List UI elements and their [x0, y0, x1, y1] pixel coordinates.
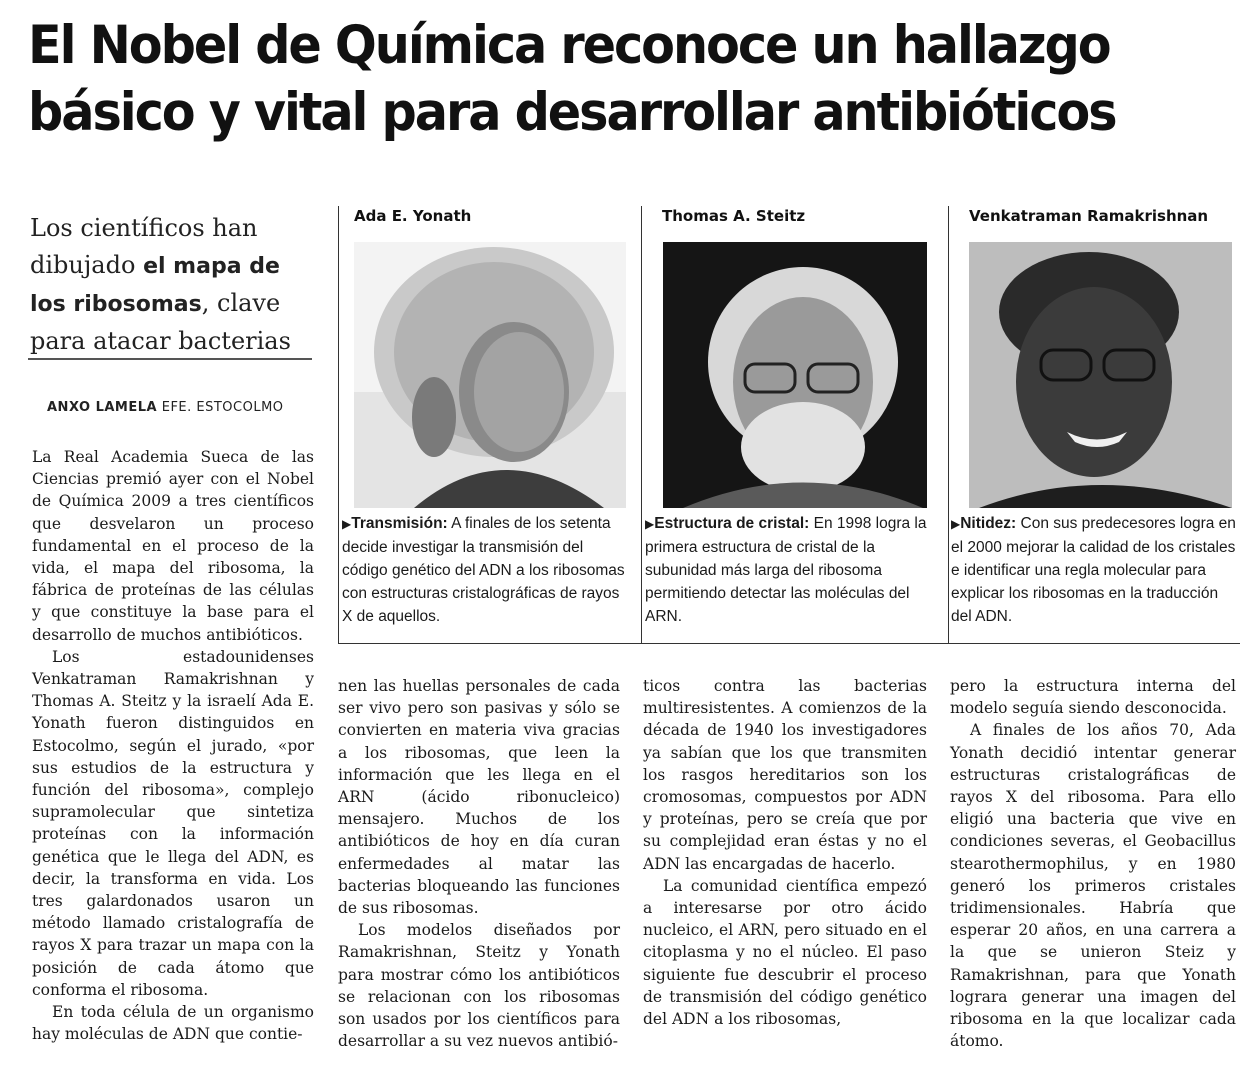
arrow-icon: ▶: [645, 517, 655, 531]
caption-text: En 1998 logra la primera estructura de cristal de la subunidad más larga del ribosoma permitiendo detectar las moléculas del ARN.: [645, 515, 927, 625]
paragraph: A finales de los años 70, Ada Yonath decidió intentar generar estructuras cristalográficas de rayos X del ribosoma. Para ello eligió una bacteria que vive en condiciones severas, el Geobacillus stearothermophilus, y en 1980 generó los primeros cristales tridimensionales. Habría que esperar 20 años, en una carrera a la que se unieron Steiz y Ramakrishnan, para que Yonath lograra generar una imagen del ribosoma en la que localizar cada átomo.: [950, 721, 1236, 1051]
profile-caption-steitz: [645, 512, 933, 628]
headline: [28, 12, 1158, 146]
body-column-3: [643, 675, 927, 1030]
byline-author: ANXO LAMELA: [47, 400, 158, 415]
paragraph: La Real Academia Sueca de las Ciencias premió ayer con el Nobel de Química 2009 a tres científicos que desvelaron un proceso fundamental en el proceso de la vida, el mapa del ribosoma, la fábrica de proteínas de las células y que constituye la base para el desarrollo de muchos antibióticos.: [32, 448, 314, 644]
byline-source: EFE. ESTOCOLMO: [157, 400, 284, 415]
photo-venkatraman-ramakrishnan: [969, 242, 1232, 508]
profile-box-right-border: [948, 206, 949, 644]
photo-ada-yonath: [354, 242, 626, 508]
caption-text: A finales de los setenta decide investigar la transmisión del código genético del ADN a los ribosomas con estructuras cristalográficas de rayos X de aquellos.: [342, 515, 625, 625]
caption-lead: Transmisión:: [351, 515, 448, 532]
subtitle-part-2: , clave para atacar bacterias: [30, 289, 291, 355]
subtitle: [30, 210, 300, 360]
paragraph: nen las huellas personales de cada ser vivo pero son pasivas y sólo se convierten en materia viva gracias a los ribosomas, que leen la información que les llega en el ARN (ácido ribonucleico) mensajero. Muchos de los antibióticos de hoy en día curan enfermedades al matar las bacterias bloqueando las funciones de sus ribosomas.: [338, 677, 620, 918]
subtitle-divider: [28, 358, 312, 360]
caption-lead: Nitidez:: [960, 515, 1017, 532]
headline-line-1: El Nobel de Química reconoce un hallazgo: [28, 15, 1110, 76]
body-column-2: [338, 675, 620, 1052]
body-column-4: [950, 675, 1236, 1052]
profile-caption-yonath: [342, 512, 626, 628]
arrow-icon: ▶: [342, 517, 352, 531]
paragraph: ticos contra las bacterias multiresistentes. A comienzos de la década de 1940 los investigadores ya sabían que los que transmiten los rasgos hereditarios son los cromosomas, compuestos por ADN y proteínas, pero se creía que por su complejidad eran éstas y no el ADN las encargadas de hacerlo.: [643, 677, 927, 873]
profile-name-yonath: Ada E. Yonath: [354, 207, 472, 225]
headline-line-2: básico y vital para desarrollar antibióticos: [28, 82, 1116, 143]
profile-box-bottom-border: [948, 643, 1240, 644]
byline: [47, 400, 317, 415]
subtitle-part-1: Los científicos han dibujado: [30, 214, 258, 279]
profile-box-bottom-border: [641, 643, 949, 644]
profile-box-left-border: [338, 206, 339, 644]
profile-box-right-border: [641, 206, 642, 644]
paragraph: pero la estructura interna del modelo seguía siendo desconocida.: [950, 677, 1236, 718]
arrow-icon: ▶: [951, 517, 961, 531]
body-column-1: [32, 446, 314, 1045]
photo-thomas-steitz: [663, 242, 927, 508]
caption-lead: Estructura de cristal:: [654, 515, 810, 532]
profile-name-steitz: Thomas A. Steitz: [662, 207, 806, 225]
profile-box-bottom-border: [338, 643, 642, 644]
caption-text: Con sus predecesores logra en el 2000 mejorar la calidad de los cristales e identificar una regla molecular para explicar los ribosomas en la traducción del ADN.: [951, 515, 1236, 625]
paragraph: Los modelos diseñados por Ramakrishnan, Steitz y Yonath para mostrar cómo los antibióticos se relacionan con los ribosomas son usados por los científicos para desarrollar a su vez nuevos antibió-: [338, 921, 620, 1051]
profile-name-ramakrishnan: Venkatraman Ramakrishnan: [969, 207, 1209, 225]
paragraph: En toda célula de un organismo hay moléculas de ADN que contie-: [32, 1003, 314, 1044]
subtitle-bold: el mapa de los ribosomas: [30, 254, 280, 317]
profile-caption-ramakrishnan: [951, 512, 1237, 628]
paragraph: La comunidad científica empezó a interesarse por otro ácido nucleico, el ARN, pero situado en el citoplasma y no el núcleo. El paso siguiente fue descubrir el proceso de transmisión del código genético del ADN a los ribosomas,: [643, 876, 927, 1029]
paragraph: Los estadounidenses Venkatraman Ramakrishnan y Thomas A. Steitz y la israelí Ada E. Yonath fueron distinguidos en Estocolmo, según el jurado, «por sus estudios de la estructura y función del ribosoma», complejo supramolecular que sintetiza proteínas con la información genética que le llega del ADN, es decir, la transforma en vida. Los tres galardonados usaron un método llamado cristalografía de rayos X para trazar un mapa con la posición de cada átomo que conforma el ribosoma.: [32, 647, 314, 999]
